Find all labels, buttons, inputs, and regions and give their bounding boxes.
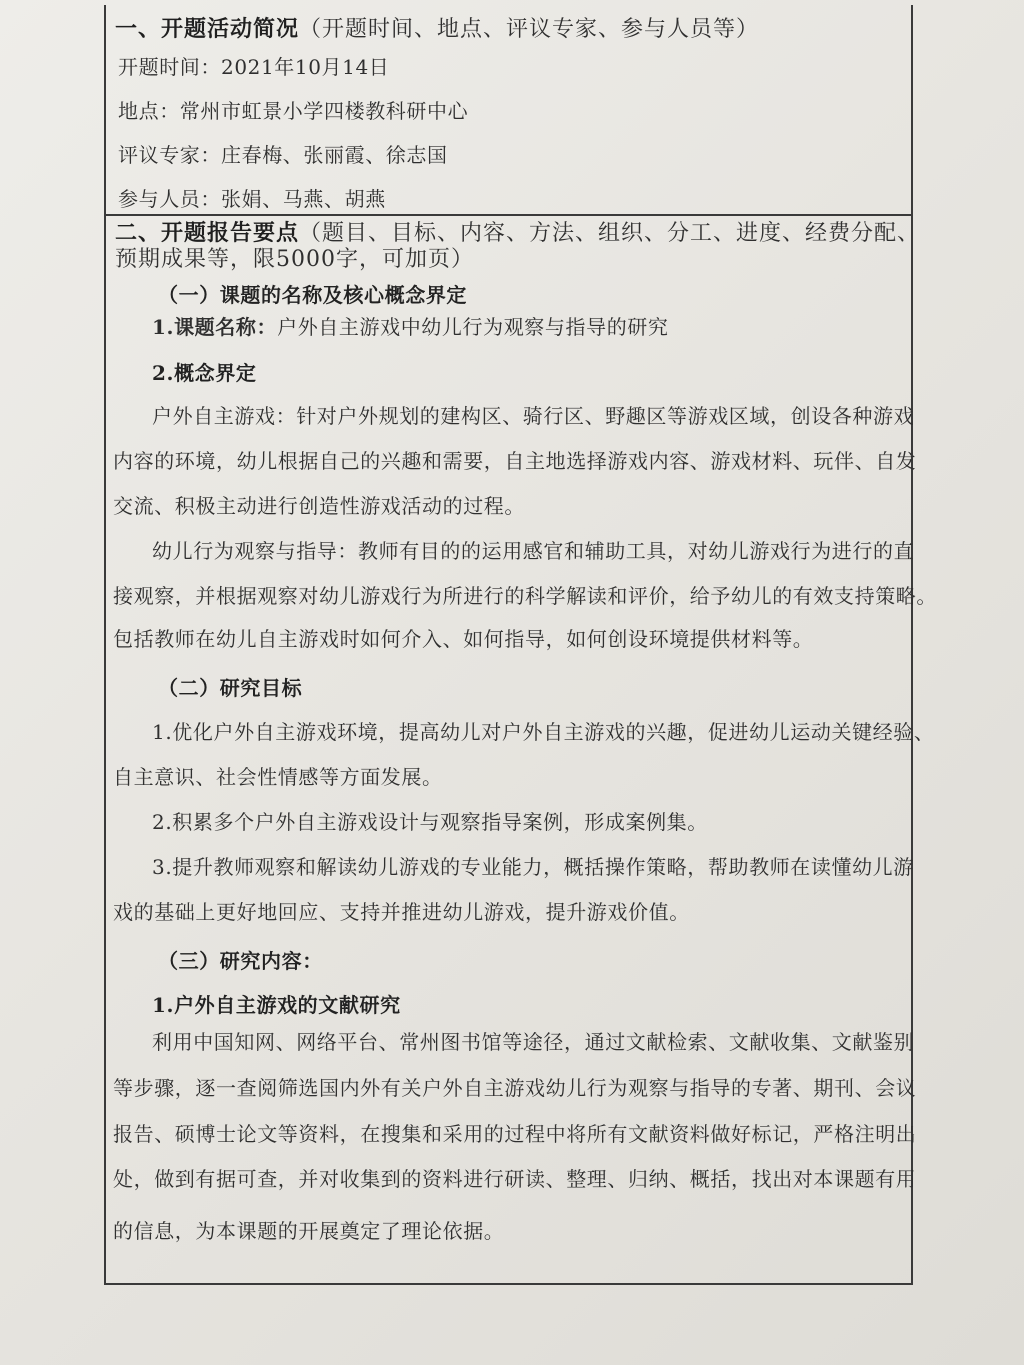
concept-b-line-3: 包括教师在幼儿自主游戏时如何介入、如何指导，如何创设环境提供材料等。 xyxy=(113,627,814,651)
topic-name-value: 户外自主游戏中幼儿行为观察与指导的研究 xyxy=(277,315,669,339)
item1-body-line-2: 等步骤，逐一查阅筛选国内外有关户外自主游戏幼儿行为观察与指导的专著、期刊、会议 xyxy=(113,1076,917,1100)
review-experts: 评议专家：庄春梅、张丽霞、徐志国 xyxy=(118,143,448,167)
goal1-line-1: 1.优化户外自主游戏环境，提高幼儿对户外自主游戏的兴趣，促进幼儿运动关键经验、 xyxy=(152,720,935,744)
concept-a-line-1: 户外自主游戏：针对户外规划的建构区、骑行区、野趣区等游戏区域，创设各种游戏 xyxy=(152,404,915,428)
opening-place: 地点：常州市虹景小学四楼教科研中心 xyxy=(118,99,469,123)
concept-a-line-3: 交流、积极主动进行创造性游戏活动的过程。 xyxy=(113,494,525,518)
section1-heading-note: （开题时间、地点、评议专家、参与人员等） xyxy=(299,17,760,42)
section2-heading-note-1: （题目、目标、内容、方法、组织、分工、进度、经费分配、 xyxy=(299,221,921,246)
section2-heading-title: 二、开题报告要点 xyxy=(115,220,300,246)
goal3-line-2: 戏的基础上更好地回应、支持并推进幼儿游戏，提升游戏价值。 xyxy=(113,900,690,924)
concept-a-line-2: 内容的环境，幼儿根据自己的兴趣和需要，自主地选择游戏内容、游戏材料、玩伴、自发 xyxy=(113,449,917,473)
opening-time: 开题时间：2021年10月14日 xyxy=(118,55,390,79)
section1-heading-title: 一、开题活动简况 xyxy=(115,16,300,42)
goal1-line-2: 自主意识、社会性情感等方面发展。 xyxy=(113,765,443,789)
item1-body-line-4: 处，做到有据可查，并对收集到的资料进行研读、整理、归纳、概括，找出对本课题有用 xyxy=(113,1167,917,1191)
concept-b-line-2: 接观察，并根据观察对幼儿游戏行为所进行的科学解读和评价，给予幼儿的有效支持策略。 xyxy=(113,584,937,608)
item1-body-line-5: 的信息，为本课题的开展奠定了理论依据。 xyxy=(113,1219,505,1243)
section-divider xyxy=(106,214,911,216)
concept-b-line-1: 幼儿行为观察与指导：教师有目的的运用感官和辅助工具，对幼儿游戏行为进行的直 xyxy=(152,539,915,563)
participants: 参与人员：张娟、马燕、胡燕 xyxy=(118,187,386,211)
topic-name xyxy=(152,312,669,342)
section2-heading-note-2: 预期成果等，限5000字，可加页） xyxy=(115,247,474,272)
research-item1-title: 1.户外自主游戏的文献研究 xyxy=(152,993,401,1017)
item1-body-line-3: 报告、硕博士论文等资料，在搜集和采用的过程中将所有文献资料做好标记，严格注明出 xyxy=(113,1122,917,1146)
part3-title: （三）研究内容： xyxy=(158,949,323,973)
item1-body-line-1: 利用中国知网、网络平台、常州图书馆等途径，通过文献检索、文献收集、文献鉴别 xyxy=(152,1030,915,1054)
topic-name-label: 1.课题名称： xyxy=(152,315,278,339)
goal2: 2.积累多个户外自主游戏设计与观察指导案例，形成案例集。 xyxy=(152,810,708,834)
section1-heading xyxy=(115,14,759,45)
part1-title: （一）课题的名称及核心概念界定 xyxy=(158,283,467,307)
part2-title: （二）研究目标 xyxy=(158,676,303,700)
concept-title: 2.概念界定 xyxy=(152,361,257,385)
goal3-line-1: 3.提升教师观察和解读幼儿游戏的专业能力，概括操作策略，帮助教师在读懂幼儿游 xyxy=(152,855,914,879)
